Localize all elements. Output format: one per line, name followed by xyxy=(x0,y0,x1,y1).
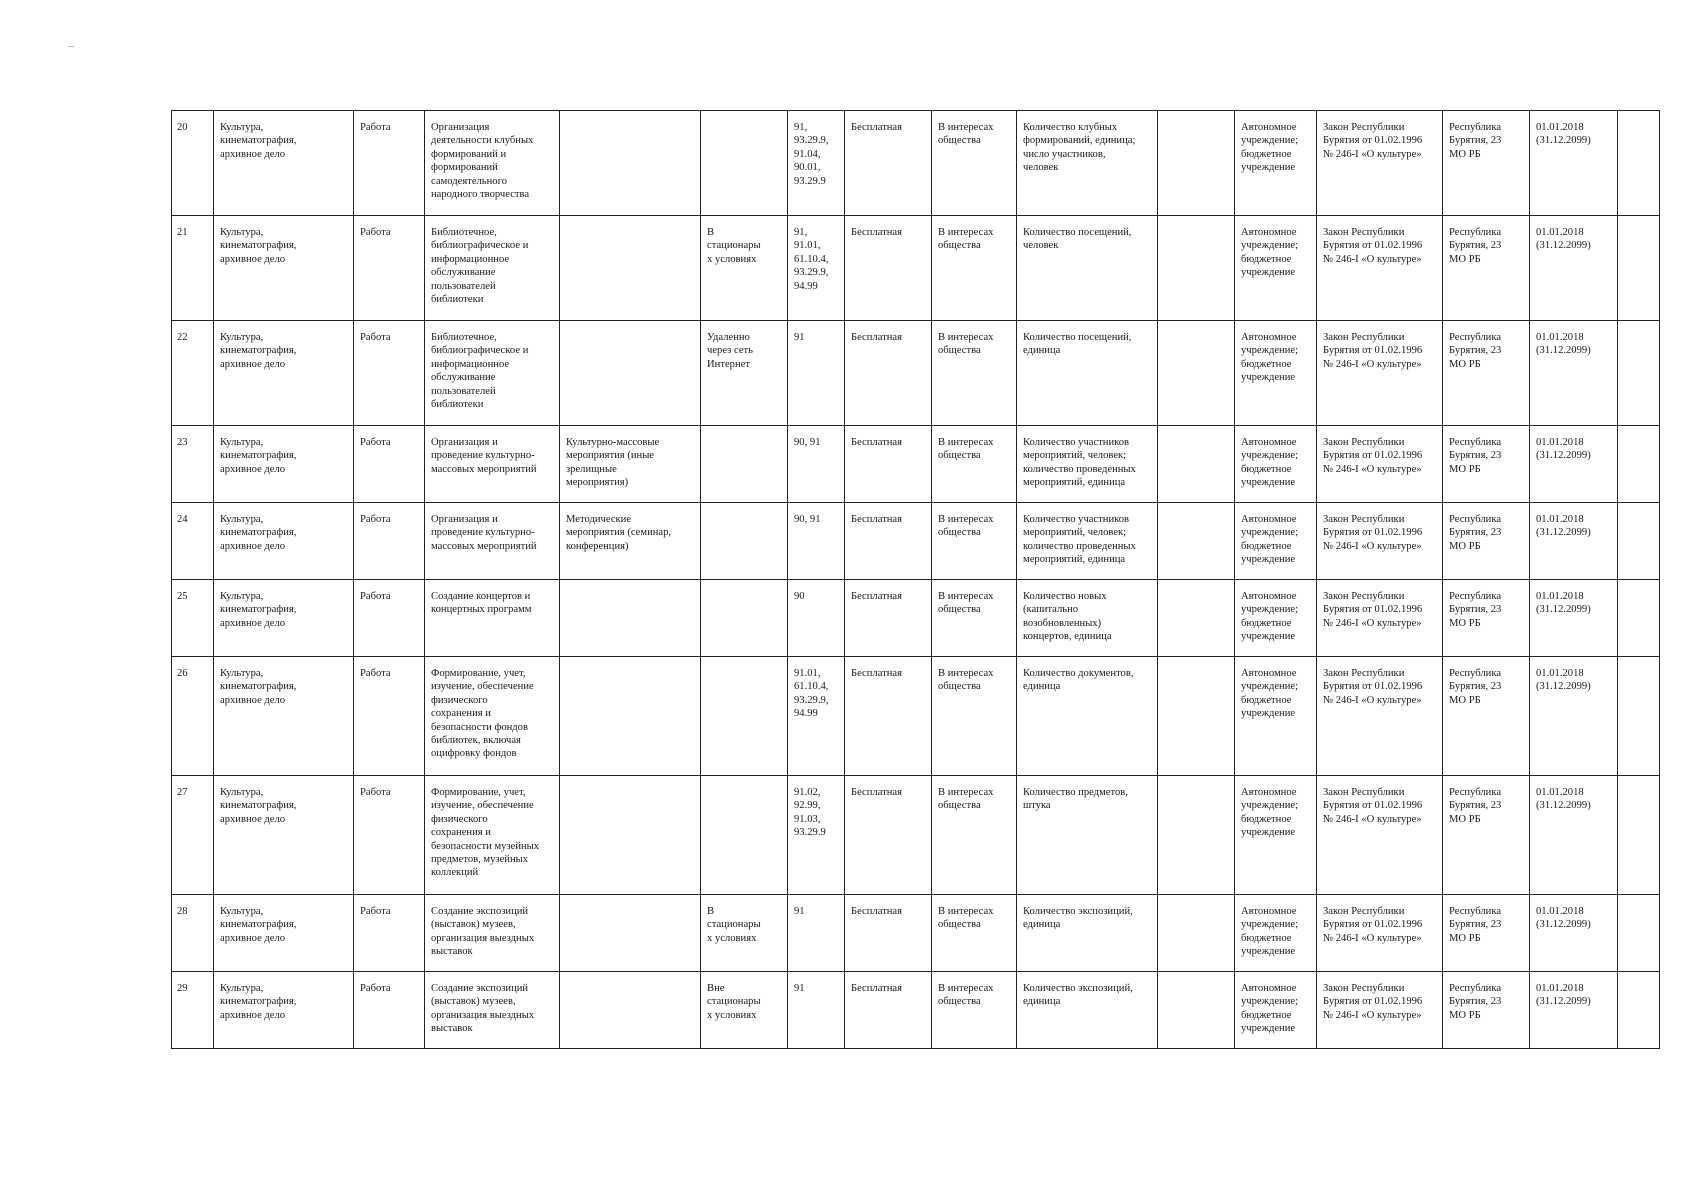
content-cell xyxy=(560,657,701,776)
table-row xyxy=(172,111,1660,216)
payment-cell: Бесплатная xyxy=(845,895,932,972)
okved-cell: 91 xyxy=(788,321,845,426)
indicator-cell: Количество предметов, штука xyxy=(1017,776,1158,895)
law-cell: Закон Республики Бурятия от 01.02.1996 № 246-I «О культуре» xyxy=(1317,776,1443,895)
indicator-cell: Количество клубных формирований, единица; число участников, человек xyxy=(1017,111,1158,216)
service-name-cell: Организация и проведение культурно- массовых мероприятий xyxy=(425,426,560,503)
payment-cell: Бесплатная xyxy=(845,426,932,503)
payment-cell: Бесплатная xyxy=(845,580,932,657)
sphere-cell: Культура, кинематография, архивное дело xyxy=(214,657,354,776)
law-cell: Закон Республики Бурятия от 01.02.1996 № 246-I «О культуре» xyxy=(1317,321,1443,426)
sphere-cell: Культура, кинематография, архивное дело xyxy=(214,111,354,216)
row-number: 22 xyxy=(172,321,214,426)
authority-cell: Республика Бурятия, 23 МО РБ xyxy=(1443,216,1530,321)
services-registry-table xyxy=(171,110,1660,1049)
institution-type-cell: Автономное учреждение; бюджетное учреждение xyxy=(1235,503,1317,580)
indicator-cell: Количество посещений, человек xyxy=(1017,216,1158,321)
service-name-cell: Создание экспозиций (выставок) музеев, организация выездных выставок xyxy=(425,972,560,1049)
law-cell: Закон Республики Бурятия от 01.02.1996 № 246-I «О культуре» xyxy=(1317,580,1443,657)
table-row xyxy=(172,216,1660,321)
content-cell xyxy=(560,216,701,321)
consumer-cell: В интересах общества xyxy=(932,321,1017,426)
type-cell: Работа xyxy=(354,111,425,216)
content-cell xyxy=(560,972,701,1049)
table-row xyxy=(172,580,1660,657)
condition-cell xyxy=(701,111,788,216)
authority-cell: Республика Бурятия, 23 МО РБ xyxy=(1443,895,1530,972)
dates-cell: 01.01.2018 (31.12.2099) xyxy=(1530,426,1618,503)
sphere-cell: Культура, кинематография, архивное дело xyxy=(214,321,354,426)
authority-cell: Республика Бурятия, 23 МО РБ xyxy=(1443,776,1530,895)
row-number: 27 xyxy=(172,776,214,895)
indicator-cell: Количество участников мероприятий, человек; количество проведенных мероприятий, единица xyxy=(1017,426,1158,503)
extra-cell xyxy=(1618,216,1660,321)
authority-cell: Республика Бурятия, 23 МО РБ xyxy=(1443,503,1530,580)
indicator-cell: Количество участников мероприятий, человек; количество проведенных мероприятий, единица xyxy=(1017,503,1158,580)
institution-type-cell: Автономное учреждение; бюджетное учреждение xyxy=(1235,657,1317,776)
law-cell: Закон Республики Бурятия от 01.02.1996 № 246-I «О культуре» xyxy=(1317,216,1443,321)
sphere-cell: Культура, кинематография, архивное дело xyxy=(214,580,354,657)
content-cell xyxy=(560,895,701,972)
sphere-cell: Культура, кинематография, архивное дело xyxy=(214,972,354,1049)
dates-cell: 01.01.2018 (31.12.2099) xyxy=(1530,972,1618,1049)
service-name-cell: Организация и проведение культурно- массовых мероприятий xyxy=(425,503,560,580)
sphere-cell: Культура, кинематография, архивное дело xyxy=(214,776,354,895)
service-name-cell: Организация деятельности клубных формирований и формирований самодеятельного народного творчества xyxy=(425,111,560,216)
authority-cell: Республика Бурятия, 23 МО РБ xyxy=(1443,580,1530,657)
type-cell: Работа xyxy=(354,580,425,657)
dates-cell: 01.01.2018 (31.12.2099) xyxy=(1530,321,1618,426)
empty-cell xyxy=(1158,972,1235,1049)
service-name-cell: Создание экспозиций (выставок) музеев, организация выездных выставок xyxy=(425,895,560,972)
row-number: 21 xyxy=(172,216,214,321)
authority-cell: Республика Бурятия, 23 МО РБ xyxy=(1443,972,1530,1049)
condition-cell: Вне стационары х условиях xyxy=(701,972,788,1049)
indicator-cell: Количество посещений, единица xyxy=(1017,321,1158,426)
indicator-cell: Количество экспозиций, единица xyxy=(1017,895,1158,972)
extra-cell xyxy=(1618,503,1660,580)
dates-cell: 01.01.2018 (31.12.2099) xyxy=(1530,895,1618,972)
consumer-cell: В интересах общества xyxy=(932,503,1017,580)
consumer-cell: В интересах общества xyxy=(932,216,1017,321)
empty-cell xyxy=(1158,580,1235,657)
type-cell: Работа xyxy=(354,503,425,580)
payment-cell: Бесплатная xyxy=(845,503,932,580)
law-cell: Закон Республики Бурятия от 01.02.1996 № 246-I «О культуре» xyxy=(1317,111,1443,216)
extra-cell xyxy=(1618,321,1660,426)
payment-cell: Бесплатная xyxy=(845,111,932,216)
okved-cell: 91.02, 92.99, 91.03, 93.29.9 xyxy=(788,776,845,895)
dates-cell: 01.01.2018 (31.12.2099) xyxy=(1530,580,1618,657)
empty-cell xyxy=(1158,503,1235,580)
type-cell: Работа xyxy=(354,657,425,776)
empty-cell xyxy=(1158,657,1235,776)
condition-cell xyxy=(701,580,788,657)
dates-cell: 01.01.2018 (31.12.2099) xyxy=(1530,111,1618,216)
payment-cell: Бесплатная xyxy=(845,657,932,776)
type-cell: Работа xyxy=(354,216,425,321)
condition-cell: В стационары х условиях xyxy=(701,895,788,972)
content-cell: Методические мероприятия (семинар, конференция) xyxy=(560,503,701,580)
extra-cell xyxy=(1618,426,1660,503)
row-number: 20 xyxy=(172,111,214,216)
authority-cell: Республика Бурятия, 23 МО РБ xyxy=(1443,321,1530,426)
condition-cell: Удаленно через сеть Интернет xyxy=(701,321,788,426)
type-cell: Работа xyxy=(354,972,425,1049)
extra-cell xyxy=(1618,657,1660,776)
extra-cell xyxy=(1618,972,1660,1049)
extra-cell xyxy=(1618,895,1660,972)
sphere-cell: Культура, кинематография, архивное дело xyxy=(214,426,354,503)
scan-mark xyxy=(68,46,74,47)
table-row xyxy=(172,776,1660,895)
institution-type-cell: Автономное учреждение; бюджетное учреждение xyxy=(1235,776,1317,895)
indicator-cell: Количество экспозиций, единица xyxy=(1017,972,1158,1049)
condition-cell xyxy=(701,503,788,580)
consumer-cell: В интересах общества xyxy=(932,972,1017,1049)
content-cell xyxy=(560,111,701,216)
institution-type-cell: Автономное учреждение; бюджетное учреждение xyxy=(1235,580,1317,657)
okved-cell: 91, 91.01, 61.10.4, 93.29.9, 94.99 xyxy=(788,216,845,321)
table-row xyxy=(172,321,1660,426)
authority-cell: Республика Бурятия, 23 МО РБ xyxy=(1443,111,1530,216)
content-cell xyxy=(560,776,701,895)
extra-cell xyxy=(1618,776,1660,895)
consumer-cell: В интересах общества xyxy=(932,895,1017,972)
row-number: 28 xyxy=(172,895,214,972)
extra-cell xyxy=(1618,580,1660,657)
type-cell: Работа xyxy=(354,321,425,426)
authority-cell: Республика Бурятия, 23 МО РБ xyxy=(1443,426,1530,503)
service-name-cell: Библиотечное, библиографическое и информационное обслуживание пользователей библиотеки xyxy=(425,321,560,426)
payment-cell: Бесплатная xyxy=(845,776,932,895)
condition-cell xyxy=(701,657,788,776)
dates-cell: 01.01.2018 (31.12.2099) xyxy=(1530,776,1618,895)
content-cell: Культурно-массовые мероприятия (иные зрелищные мероприятия) xyxy=(560,426,701,503)
institution-type-cell: Автономное учреждение; бюджетное учреждение xyxy=(1235,111,1317,216)
consumer-cell: В интересах общества xyxy=(932,426,1017,503)
condition-cell xyxy=(701,776,788,895)
okved-cell: 90 xyxy=(788,580,845,657)
type-cell: Работа xyxy=(354,895,425,972)
table-row xyxy=(172,972,1660,1049)
law-cell: Закон Республики Бурятия от 01.02.1996 № 246-I «О культуре» xyxy=(1317,972,1443,1049)
okved-cell: 90, 91 xyxy=(788,426,845,503)
service-name-cell: Формирование, учет, изучение, обеспечение физического сохранения и безопасности фондов библиотек, включая оцифровку фондов xyxy=(425,657,560,776)
okved-cell: 91, 93.29.9, 91.04, 90.01, 93.29.9 xyxy=(788,111,845,216)
content-cell xyxy=(560,580,701,657)
service-name-cell: Создание концертов и концертных программ xyxy=(425,580,560,657)
indicator-cell: Количество новых (капитально возобновленных) концертов, единица xyxy=(1017,580,1158,657)
law-cell: Закон Республики Бурятия от 01.02.1996 № 246-I «О культуре» xyxy=(1317,657,1443,776)
dates-cell: 01.01.2018 (31.12.2099) xyxy=(1530,216,1618,321)
empty-cell xyxy=(1158,776,1235,895)
okved-cell: 90, 91 xyxy=(788,503,845,580)
consumer-cell: В интересах общества xyxy=(932,776,1017,895)
service-name-cell: Формирование, учет, изучение, обеспечение физического сохранения и безопасности музейных предметов, музейных коллекций xyxy=(425,776,560,895)
extra-cell xyxy=(1618,111,1660,216)
okved-cell: 91 xyxy=(788,972,845,1049)
row-number: 29 xyxy=(172,972,214,1049)
table-row xyxy=(172,503,1660,580)
row-number: 25 xyxy=(172,580,214,657)
condition-cell xyxy=(701,426,788,503)
registry-body xyxy=(172,111,1660,1049)
dates-cell: 01.01.2018 (31.12.2099) xyxy=(1530,657,1618,776)
sphere-cell: Культура, кинематография, архивное дело xyxy=(214,216,354,321)
empty-cell xyxy=(1158,426,1235,503)
content-cell xyxy=(560,321,701,426)
row-number: 24 xyxy=(172,503,214,580)
institution-type-cell: Автономное учреждение; бюджетное учреждение xyxy=(1235,321,1317,426)
table-row xyxy=(172,657,1660,776)
law-cell: Закон Республики Бурятия от 01.02.1996 № 246-I «О культуре» xyxy=(1317,426,1443,503)
condition-cell: В стационары х условиях xyxy=(701,216,788,321)
sphere-cell: Культура, кинематография, архивное дело xyxy=(214,895,354,972)
consumer-cell: В интересах общества xyxy=(932,657,1017,776)
law-cell: Закон Республики Бурятия от 01.02.1996 № 246-I «О культуре» xyxy=(1317,503,1443,580)
payment-cell: Бесплатная xyxy=(845,216,932,321)
table-row xyxy=(172,895,1660,972)
type-cell: Работа xyxy=(354,426,425,503)
institution-type-cell: Автономное учреждение; бюджетное учреждение xyxy=(1235,895,1317,972)
institution-type-cell: Автономное учреждение; бюджетное учреждение xyxy=(1235,972,1317,1049)
institution-type-cell: Автономное учреждение; бюджетное учреждение xyxy=(1235,216,1317,321)
okved-cell: 91.01, 61.10.4, 93.29.9, 94.99 xyxy=(788,657,845,776)
institution-type-cell: Автономное учреждение; бюджетное учреждение xyxy=(1235,426,1317,503)
indicator-cell: Количество документов, единица xyxy=(1017,657,1158,776)
table-row xyxy=(172,426,1660,503)
empty-cell xyxy=(1158,216,1235,321)
okved-cell: 91 xyxy=(788,895,845,972)
consumer-cell: В интересах общества xyxy=(932,580,1017,657)
sphere-cell: Культура, кинематография, архивное дело xyxy=(214,503,354,580)
row-number: 26 xyxy=(172,657,214,776)
authority-cell: Республика Бурятия, 23 МО РБ xyxy=(1443,657,1530,776)
consumer-cell: В интересах общества xyxy=(932,111,1017,216)
type-cell: Работа xyxy=(354,776,425,895)
empty-cell xyxy=(1158,111,1235,216)
payment-cell: Бесплатная xyxy=(845,972,932,1049)
empty-cell xyxy=(1158,895,1235,972)
row-number: 23 xyxy=(172,426,214,503)
empty-cell xyxy=(1158,321,1235,426)
law-cell: Закон Республики Бурятия от 01.02.1996 № 246-I «О культуре» xyxy=(1317,895,1443,972)
payment-cell: Бесплатная xyxy=(845,321,932,426)
service-name-cell: Библиотечное, библиографическое и информационное обслуживание пользователей библиотеки xyxy=(425,216,560,321)
dates-cell: 01.01.2018 (31.12.2099) xyxy=(1530,503,1618,580)
